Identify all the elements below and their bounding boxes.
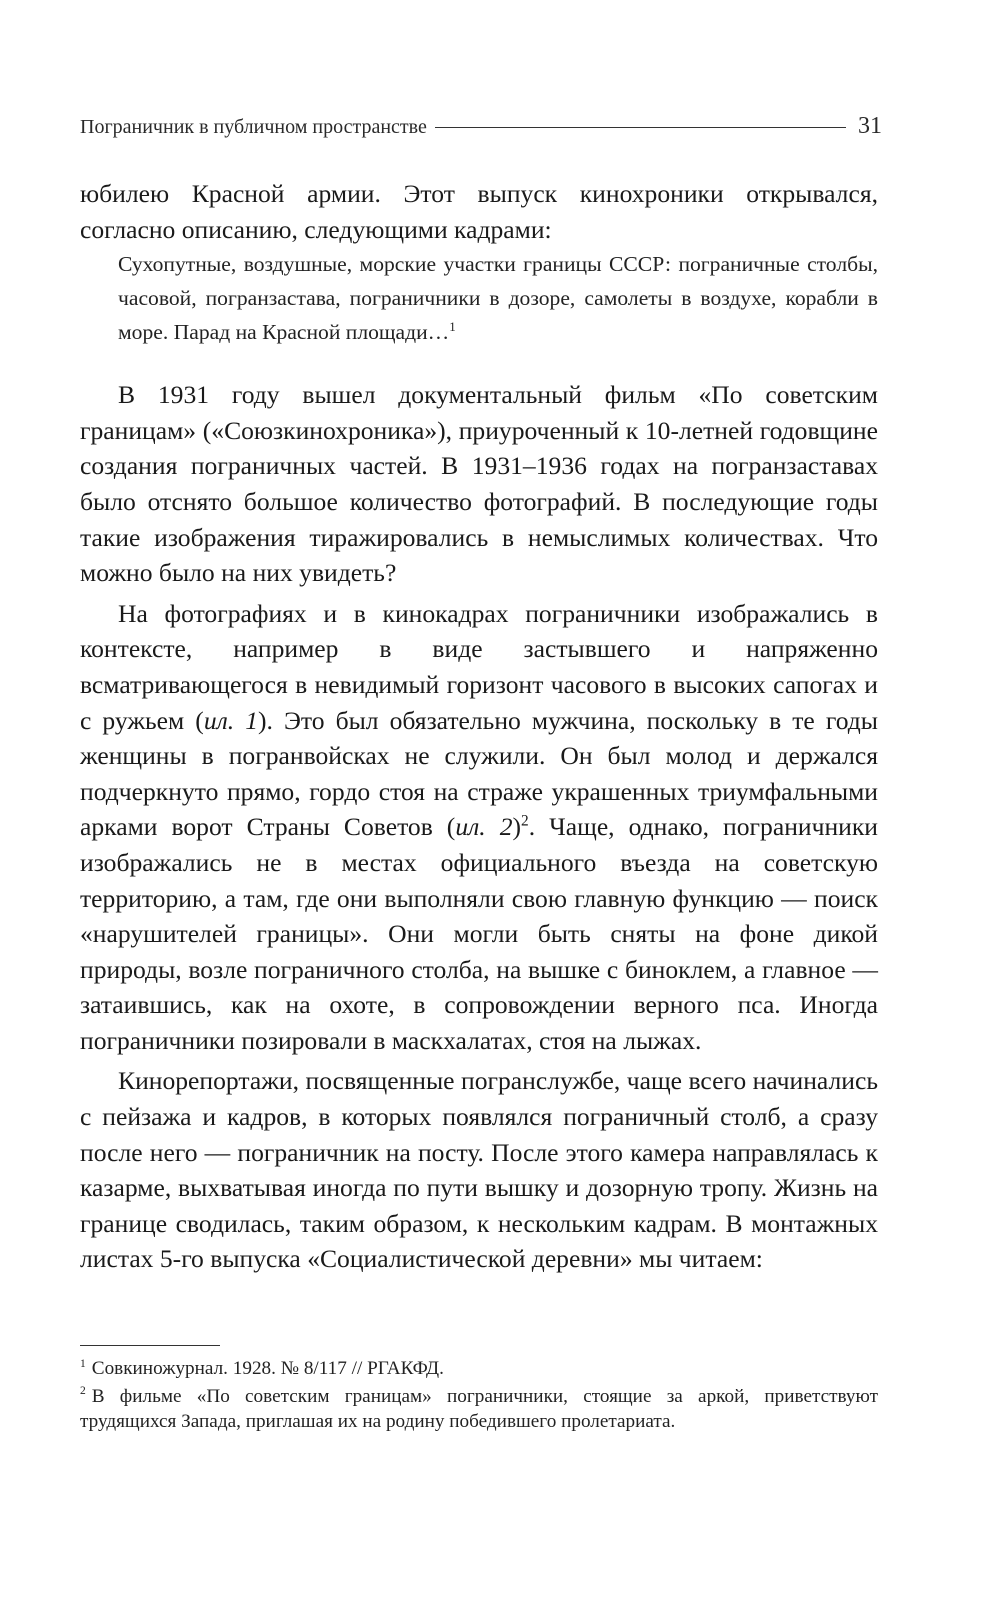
footnote-mark: 1	[80, 1357, 86, 1370]
footnote-1	[80, 1356, 878, 1382]
paragraph-2	[80, 596, 878, 1059]
footnote-ref-2: 2	[521, 812, 529, 830]
footnote-text: В фильме «По советским границам» пограничники, стоящие за аркой, приветствуют трудящихся Запада, приглашая их на родину победившего пролетариата.	[80, 1385, 878, 1432]
page-number: 31	[858, 113, 882, 139]
footnote-rule	[80, 1345, 220, 1346]
footnotes	[80, 1345, 878, 1437]
block-quote	[80, 247, 878, 349]
footnote-ref-1: 1	[449, 319, 456, 334]
block-quote-text: Сухопутные, воздушные, морские участки границы СССР: пограничные столбы, часовой, погранзастава, пограничники в дозоре, самолеты в воздухе, корабли в море. Парад на Красной площади…	[118, 252, 878, 345]
paragraph-1: В 1931 году вышел документальный фильм «По советским границам» («Союзкинохроника»), приуроченный к 10-летней годовщине создания пограничных частей. В 1931–1936 годах на погранзаставах было отснято большое количество фотографий. В последующие годы такие изображения тиражировались в немыслимых количествах. Что можно было на них увидеть?	[80, 380, 878, 588]
paragraph-2-text-a: На фотографиях и в кинокадрах пограничники изображались в контексте, например в виде застывшего и напряженно всматривающегося в невидимый горизонт часового в высоких сапогах и с ружьем (	[80, 598, 878, 735]
illustration-ref-2: ил. 2	[455, 812, 513, 842]
footnote-2	[80, 1384, 878, 1435]
paragraph-2-text-d: . Чаще, однако, пограничники изображались не в местах официального въезда на советскую территорию, а там, где они выполняли свою главную функцию — поиск «нарушителей границы». Они могли быть сняты на фоне дикой природы, возле пограничного столба, на вышке с биноклем, а главное — затаившись, как на охоте, в сопровождении верного пса. Иногда пограничники позировали в маскхалатах, стоя на лыжах.	[80, 812, 878, 1055]
paragraph-2-text-c: )	[512, 812, 522, 842]
paragraph-3: Кинорепортажи, посвященные погранслужбе, чаще всего начинались с пейзажа и кадров, в которых появлялся пограничный столб, а сразу после него — пограничник на посту. После этого камера направлялась к казарме, выхватывая иногда по пути вышку и дозорную тропу. Жизнь на границе сводилась, таким образом, к нескольким кадрам. В монтажных листах 5-го выпуска «Социалистической деревни» мы читаем:	[80, 1066, 878, 1274]
footnote-mark: 2	[80, 1385, 86, 1398]
running-head	[80, 113, 882, 140]
paragraph-2-text-b: ). Это был обязательно мужчина, поскольку в те годы женщины в погранвойсках не служили. Он был молод и держался подчеркнуто прямо, гордо стоя на страже украшенных триумфальными арками ворот Страны Советов (	[80, 705, 878, 842]
running-head-rule	[435, 127, 846, 128]
main-text	[80, 176, 878, 1277]
footnote-text: Совкиножурнал. 1928. № 8/117 // РГАКФД.	[91, 1358, 444, 1379]
illustration-ref-1: ил. 1	[203, 705, 259, 735]
paragraph-continued: юбилею Красной армии. Этот выпуск кинохроники открывался, согласно описанию, следующими кадрами:	[80, 179, 878, 244]
running-head-title: Пограничник в публичном пространстве	[80, 116, 427, 138]
